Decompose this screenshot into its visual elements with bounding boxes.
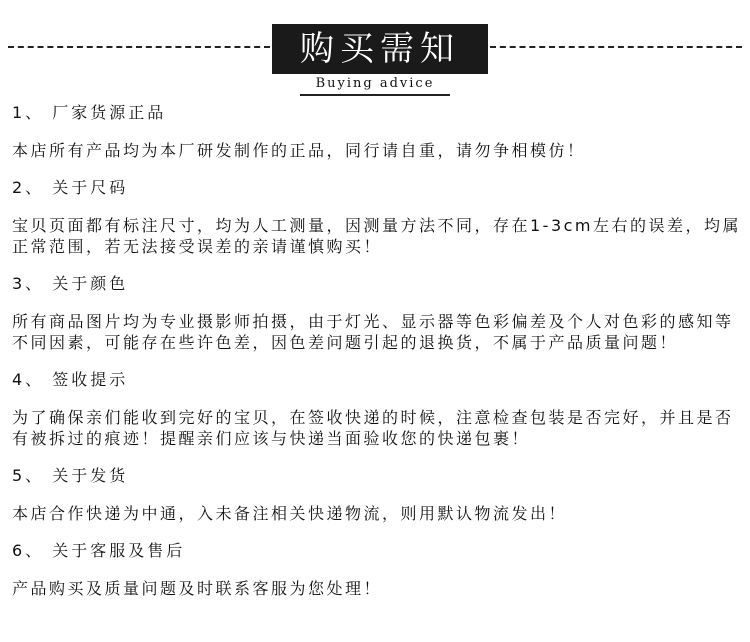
section-heading-size: 2、 关于尺码 bbox=[12, 178, 129, 197]
section-body-receipt: 为了确保亲们能收到完好的宝贝，在签收快递的时候，注意检查包装是否完好，并且是否有被拆过的痕迹！提醒亲们应该与快递当面验收您的快递包裹！ bbox=[12, 408, 734, 448]
section-heading-shipping: 5、 关于发货 bbox=[12, 466, 129, 485]
title-box bbox=[272, 24, 488, 74]
section-body-color: 所有商品图片均为专业摄影师拍摄，由于灯光、显示器等色彩偏差及个人对色彩的感知等不同因素，可能存在些许色差，因色差问题引起的退换货，不属于产品质量问题！ bbox=[12, 312, 734, 352]
section-heading-receipt: 4、 签收提示 bbox=[12, 370, 129, 389]
section-body-size: 宝贝页面都有标注尺寸，均为人工测量，因测量方法不同，存在1-3cm左右的误差，均属正常范围，若无法接受误差的亲请谨慎购买！ bbox=[12, 216, 742, 256]
header-banner bbox=[0, 0, 750, 100]
section-heading-authentic: 1、 厂家货源正品 bbox=[12, 103, 167, 122]
section-heading-color: 3、 关于颜色 bbox=[12, 274, 129, 293]
notice-content bbox=[12, 102, 742, 599]
section-heading-service: 6、 关于客服及售后 bbox=[12, 541, 186, 560]
dashed-divider-right bbox=[490, 46, 742, 48]
page-subtitle: Buying advice bbox=[300, 76, 450, 96]
dashed-divider-left bbox=[8, 46, 270, 48]
section-body-shipping: 本店合作快递为中通，入未备注相关快递物流，则用默认物流发出！ bbox=[12, 504, 568, 523]
section-body-authentic: 本店所有产品均为本厂研发制作的正品，同行请自重，请勿争相模仿！ bbox=[12, 141, 586, 160]
section-body-service: 产品购买及质量问题及时联系客服为您处理！ bbox=[12, 579, 383, 598]
page-title: 购买需知 bbox=[300, 29, 460, 69]
